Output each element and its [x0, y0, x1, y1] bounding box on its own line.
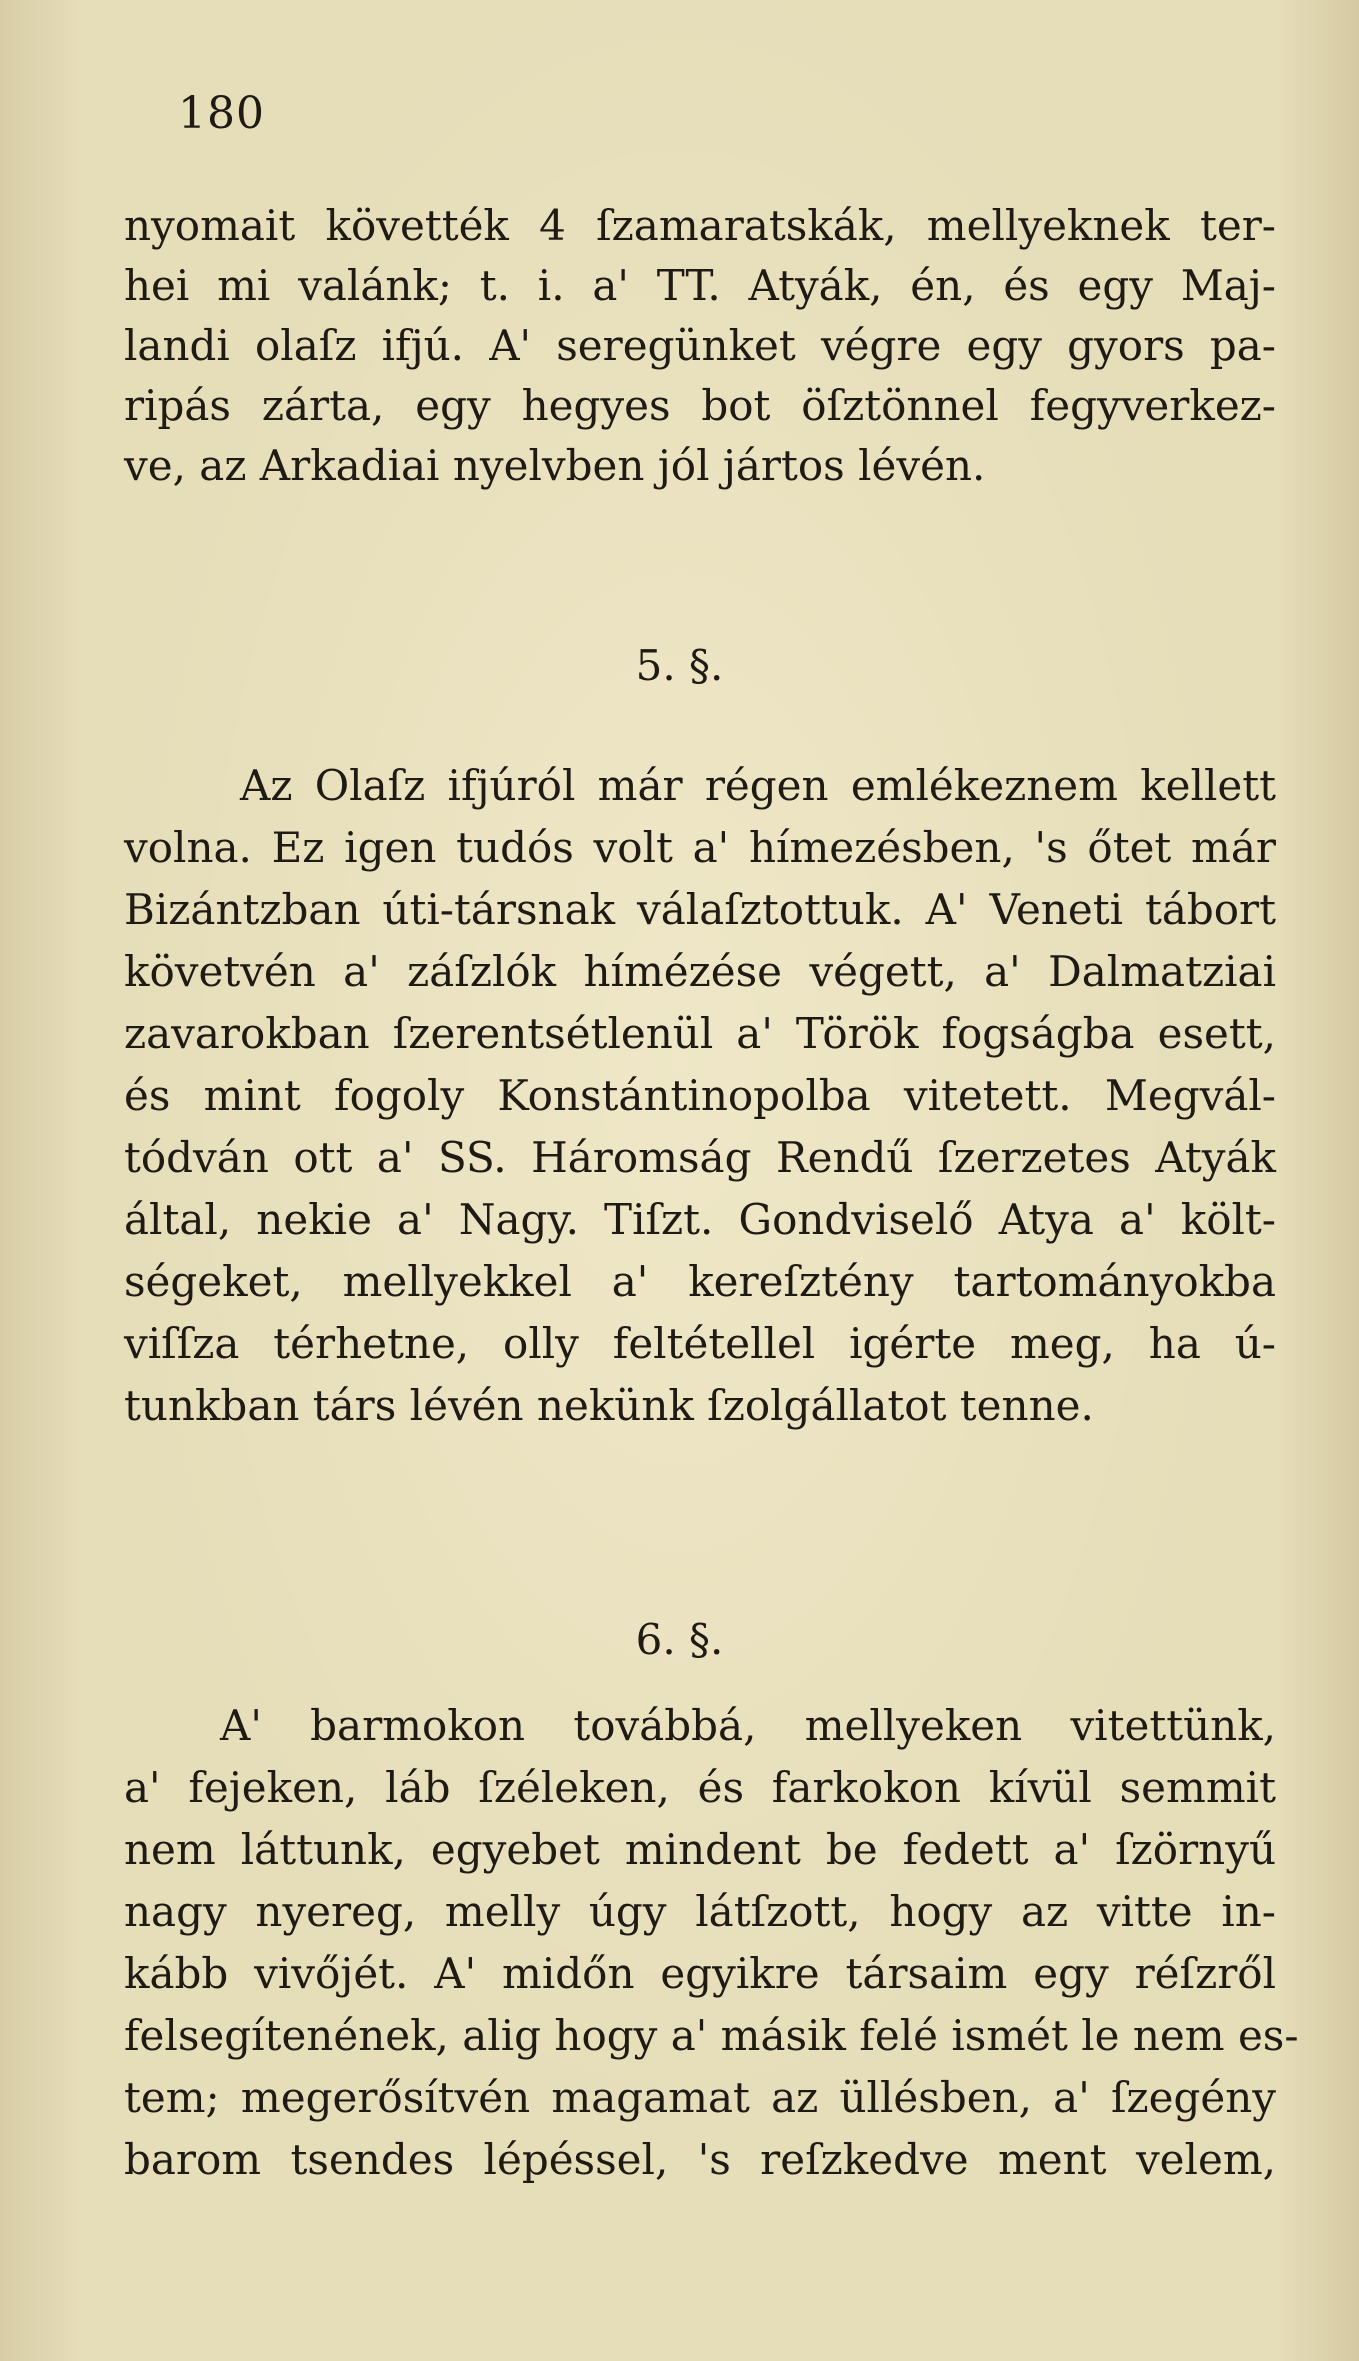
text-line: Bizántzban úti-társnak válaſztottuk. A' Veneti tábort [124, 885, 1276, 934]
section-5-heading: 5. §. [635, 641, 724, 690]
text-line: Az Olaſz ifjúról már régen emlékeznem kellett [240, 761, 1276, 810]
text-line: nagy nyereg, melly úgy látſzott, hogy az vitte in- [124, 1887, 1276, 1936]
text-line: követvén a' záſzlók hímézése végett, a' Dalmatziai [124, 947, 1276, 996]
text-line: hei mi valánk; t. i. a' TT. Atyák, én, és egy Maj- [124, 261, 1276, 310]
text-line: landi olaſz ifjú. A' seregünket végre egy gyors pa- [124, 321, 1276, 370]
text-line: ségeket, mellyekkel a' kereſztény tartományokba [124, 1257, 1276, 1306]
text-line: barom tsendes lépéssel, 's reſzkedve ment velem, [124, 2135, 1276, 2184]
text-line: ve, az Arkadiai nyelvben jól jártos lévén. [124, 441, 986, 490]
text-line: által, nekie a' Nagy. Tiſzt. Gondviselő Atya a' költ- [124, 1195, 1276, 1244]
text-line: nyomait követték 4 ſzamaratskák, mellyeknek ter- [124, 201, 1276, 250]
text-line: a' fejeken, láb ſzéleken, és farkokon kívül semmit [124, 1763, 1276, 1812]
text-line: tódván ott a' SS. Háromság Rendű ſzerzetes Atyák [124, 1133, 1276, 1182]
text-line: és mint fogoly Konstántinopolba vitetett. Megvál- [124, 1071, 1276, 1120]
text-line: zavarokban ſzerentsétlenül a' Török fogságba esett, [124, 1009, 1276, 1058]
text-line: ripás zárta, egy hegyes bot öſztönnel fegyverkez- [124, 381, 1276, 430]
text-line: felsegítenének, alig hogy a' másik felé ismét le nem es- [124, 2011, 1299, 2060]
text-line: volna. Ez igen tudós volt a' hímezésben, 's őtet már [124, 823, 1276, 872]
text-line: tem; megerősítvén magamat az üllésben, a' ſzegény [124, 2073, 1276, 2122]
page-number: 180 [178, 88, 265, 139]
text-line: viſſza térhetne, olly feltétellel igérte meg, ha ú- [124, 1319, 1276, 1368]
section-6-heading: 6. §. [635, 1615, 724, 1664]
text-line: kább vivőjét. A' midőn egyikre társaim egy réſzről [124, 1949, 1276, 1998]
text-line: nem láttunk, egyebet mindent be fedett a' ſzörnyű [124, 1825, 1276, 1874]
text-line: tunkban társ lévén nekünk ſzolgállatot tenne. [124, 1381, 1094, 1430]
text-line: A' barmokon továbbá, mellyeken vitettünk, [220, 1701, 1276, 1750]
